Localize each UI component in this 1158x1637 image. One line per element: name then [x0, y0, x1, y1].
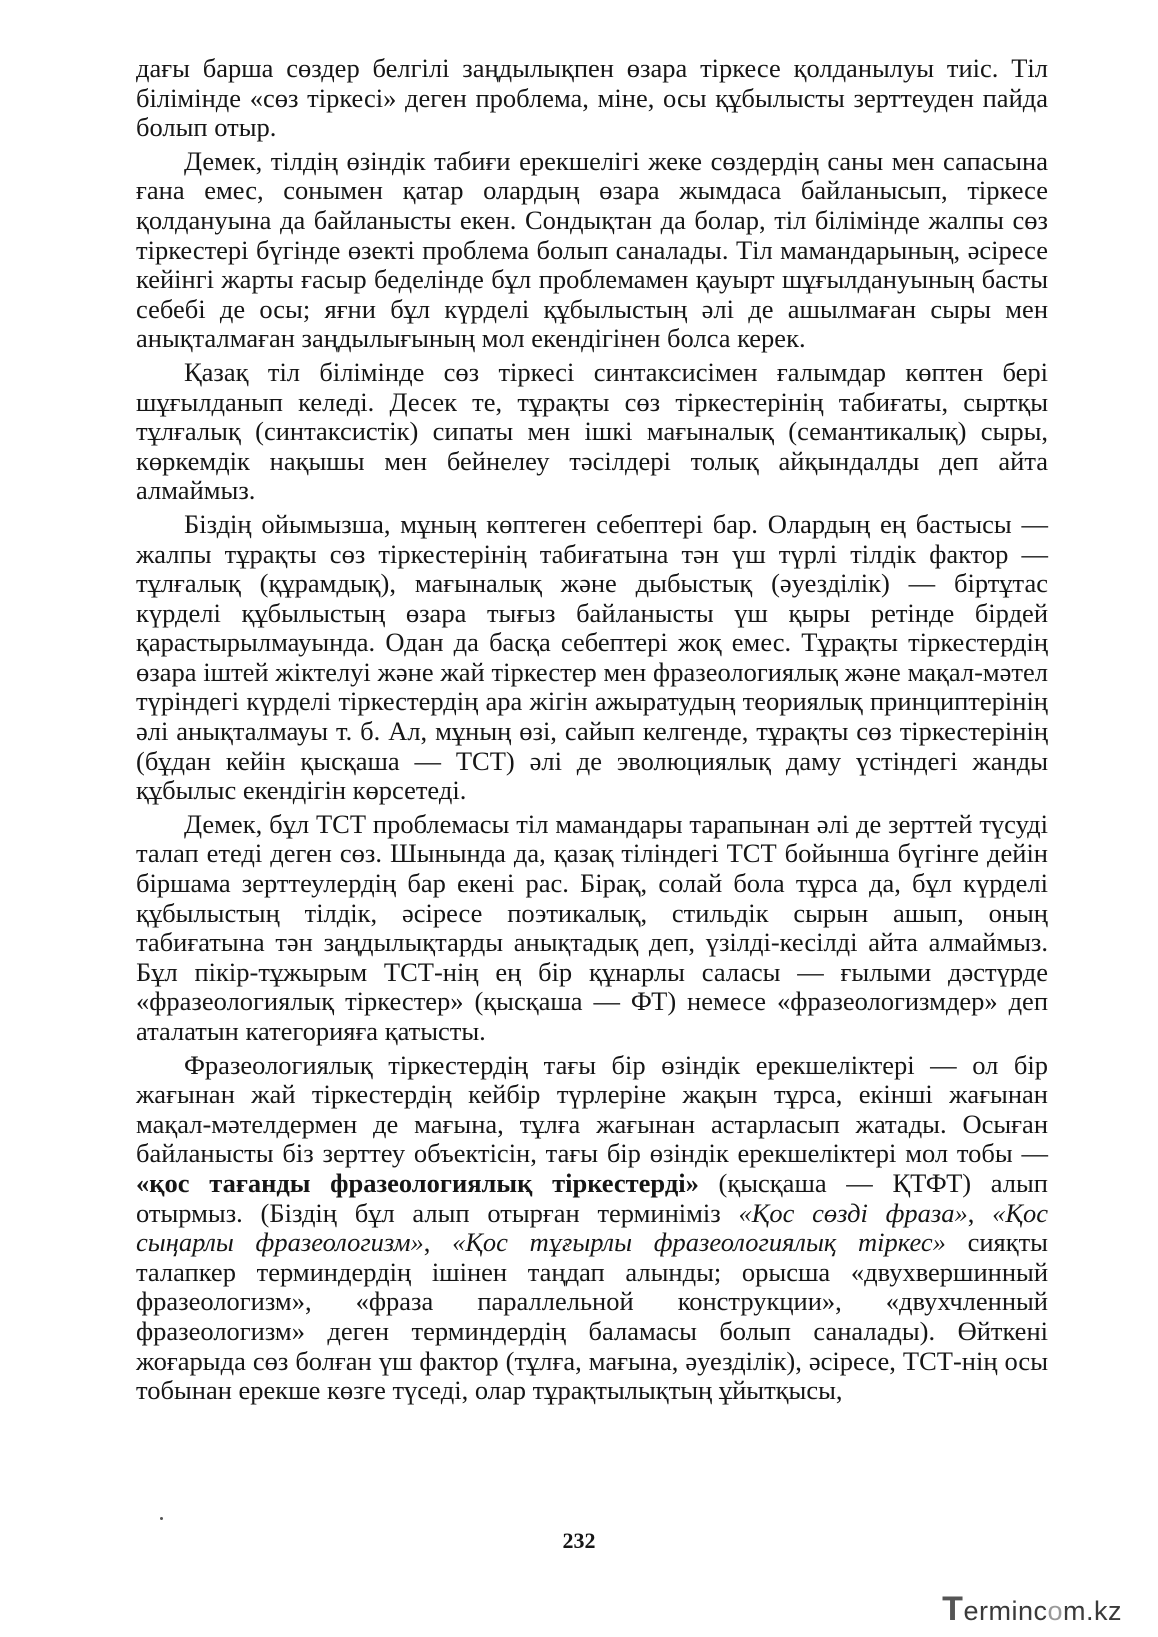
- paragraph-4: Біздің ойымызша, мұның көптеген себептері бар. Олардың ең бастысы — жалпы тұрақты сөз тіркестерінің табиғатына тән үш түрлі тілдік фактор — тұлғалық (құрамдық), мағыналық және дыбыстық (әуезділік) — біртұтас күрделі құбылыстың өзара тығыз байланысты үш қыры ретінде бірдей қарастырылмауында. Одан да басқа себептері жоқ емес. Тұрақты тіркестердің өзара іштей жіктелуі және жай тіркестер мен фразеологиялық және мақал-мәтел түріндегі күрделі тіркестердің ара жігін ажыратудың теориялық принциптерінің әлі анықталмауы т. б. Ал, мұның өзі, сайып келгенде, тұрақты сөз тіркестерінің (бұдан кейін қысқаша — ТСТ) әлі де эволюциялық даму үстіндегі жанды құбылыс екендігін көрсетеді.: [136, 508, 1048, 806]
- watermark-first-letter: T: [942, 1590, 964, 1628]
- term-italic-1: «Қос сөзді фраза»: [738, 1197, 968, 1228]
- separator-1: ,: [967, 1197, 993, 1228]
- paragraph-6-part-2: (қысқаша — ҚТФТ) алып отырмыз. (Біздің бұл алып отырған терминіміз: [136, 1167, 1048, 1228]
- term-qtft: «қос тағанды фразеологиялық тіркестерді»: [136, 1167, 699, 1198]
- term-italic-2: «Қос сыңарлы фразеологизм»: [136, 1197, 1049, 1258]
- scan-speck: [160, 1517, 163, 1520]
- watermark-mid: erminc: [963, 1596, 1048, 1626]
- watermark-dim-letter: o: [1047, 1596, 1063, 1626]
- page-body: [136, 54, 1048, 1406]
- watermark-logo: [942, 1590, 1122, 1629]
- term-italic-3: «Қос тұғырлы фразеологиялық тіркес»: [452, 1227, 946, 1258]
- paragraph-3: Қазақ тіл білімінде сөз тіркесі синтаксисімен ғалымдар көптен бері шұғылданып келеді. Десек те, тұрақты сөз тіркестерінің табиғаты, сыртқы тұлғалық (синтаксистік) сипаты мен ішкі мағыналық (семантикалық) сыры, көркемдік нақышы мен бейнелеу тәсілдері толық айқындалды деп айта алмаймыз.: [136, 356, 1048, 506]
- paragraph-1: дағы барша сөздер белгілі заңдылықпен өзара тіркесе қолданылуы тиіс. Тіл білімінде «сөз тіркесі» деген проблема, міне, осы құбылысты зерттеуден пайда болып отыр.: [136, 53, 1048, 143]
- paragraph-6-part-1: Фразеологиялық тіркестердің тағы бір өзіндік ерекшеліктері — ол бір жағынан жай тіркестердің кейбір түрлеріне жақын тұрса, екінші жағынан мақал-мәтелдермен де мағына, тұлға жағынан астарласып жатады. Осыған байланысты біз зерттеу объектісін, тағы бір өзіндік ерекшеліктері мол тобы —: [136, 1049, 1048, 1169]
- paragraph-6-part-3: сияқты талапкер терминдердің ішінен таңдап алынды; орысша «двухвершинный фразеологизм», «фраза параллельной конструкции», «двухчленный фразеологизм» деген терминдердің баламасы болып саналады). Өйткені жоғарыда сөз болған үш фактор (тұлға, мағына, әуезділік), әсіресе, ТСТ-нің осы тобынан ерекше көзге түседі, олар тұрақтылықтың ұйытқысы,: [136, 1227, 1048, 1406]
- paragraph-5: Демек, бұл ТСТ проблемасы тіл мамандары тарапынан әлі де зерттей түсуді талап етеді деген сөз. Шынында да, қазақ тіліндегі ТСТ бойынша бүгінге дейін біршама зерттеулердің бар екені рас. Бірақ, солай бола тұрса да, бұл күрделі құбылыстың тілдік, әсіресе поэтикалық, стильдік сырын ашып, оның табиғатына тән заңдылықтарды анықтадық деп, үзілді-кесілді айта алмаймыз. Бұл пікір-тұжырым ТСТ-нің ең бір құнарлы саласы — ғылыми дәстүрде «фразеологиялық тіркестер» (қысқаша — ФТ) немесе «фразеологизмдер» деп аталатын категорияға қатысты.: [136, 808, 1048, 1046]
- paragraph-2: Демек, тілдің өзіндік табиғи ерекшелігі жеке сөздердің саны мен сапасына ғана емес, сонымен қатар олардың өзара жымдаса байланысып, тіркесе қолдануына да байланысты екен. Сондықтан да болар, тіл білімінде жалпы сөз тіркестері бүгінде өзекті проблема болып саналады. Тіл мамандарының, әсіресе кейінгі жарты ғасыр беделінде бұл проблемамен қауырт шұғылдануының басты себебі де осы; яғни бұл күрделі құбылыстың әлі де ашылмаған сыры мен анықталмаған заңдылығының мол екендігінен болса керек.: [136, 145, 1048, 354]
- page-number: 232: [562, 1528, 596, 1553]
- watermark-last: m.kz: [1063, 1596, 1122, 1626]
- separator-2: ,: [423, 1227, 453, 1258]
- paragraph-6: [136, 1051, 1048, 1406]
